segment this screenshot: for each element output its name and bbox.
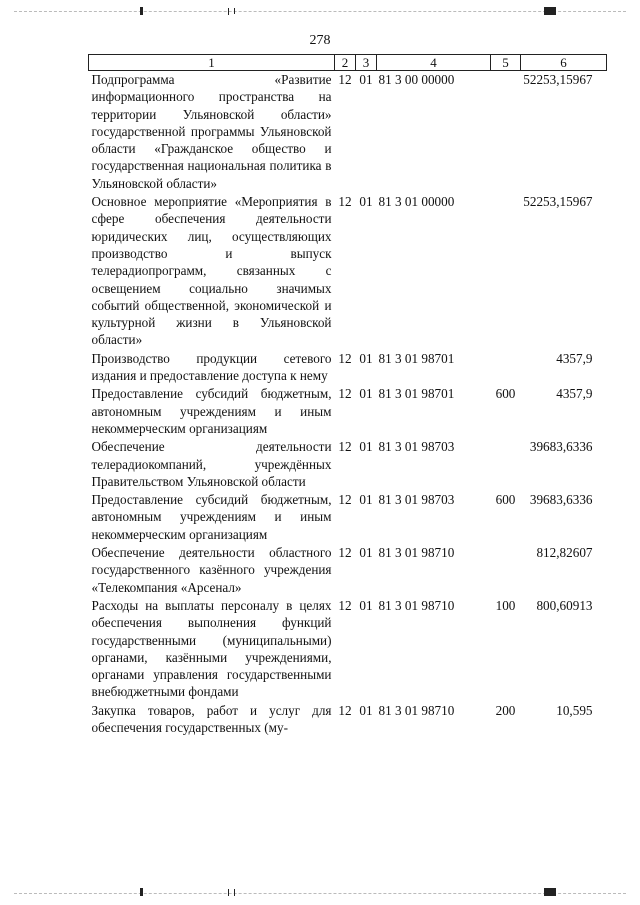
row-target-code: 81 3 01 98710 (378, 597, 455, 613)
row-amount: 800,60913 (536, 597, 593, 613)
row-target-code: 81 3 01 98710 (378, 545, 455, 561)
row-name: Основное мероприятие «Мероприятия в сфере обеспечения деятельности юридических лиц, осуществляющих производство и выпуск телерадиопрограмм, связанных с освещением социально значимых событий общественной, экономической и культурной жизни в Ульяновской области» (91, 194, 332, 348)
row-subsection: 01 (359, 545, 373, 561)
bottom-scan-mark-3 (234, 889, 235, 896)
top-scan-line (14, 11, 626, 12)
row-subsection: 01 (359, 439, 373, 455)
row-section: 12 (338, 597, 352, 613)
row-target-code: 81 3 01 98703 (378, 492, 455, 508)
row-section: 12 (338, 439, 352, 455)
bottom-scan-line (14, 893, 626, 894)
header-col-3: 3 (356, 55, 377, 71)
table-row (89, 438, 607, 491)
top-scan-mark-3 (234, 8, 235, 14)
row-expense-type: 100 (495, 597, 516, 613)
row-expense-type: 600 (495, 492, 516, 508)
row-target-code: 81 3 01 98701 (378, 386, 455, 402)
row-section: 12 (338, 492, 352, 508)
row-amount: 10,595 (556, 702, 593, 718)
row-amount: 52253,15967 (523, 194, 593, 210)
table-row (89, 491, 607, 544)
budget-table (88, 54, 607, 737)
page-number: 278 (309, 33, 331, 48)
table-row (89, 385, 607, 438)
row-target-code: 81 3 00 00000 (378, 72, 455, 87)
header-col-4: 4 (377, 55, 491, 71)
row-subsection: 01 (359, 386, 373, 402)
row-section: 12 (338, 386, 352, 402)
row-name: Подпрограмма «Развитие информационного пространства на территории Ульяновской области» государственной программы Ульяновской области «Гражданское общество и государственная национальная политика в Ульяновской области» (91, 72, 332, 191)
bottom-scan-mark-1 (140, 888, 143, 896)
row-expense-type: 200 (495, 702, 516, 718)
row-section: 12 (338, 702, 352, 718)
row-amount: 39683,6336 (529, 439, 593, 455)
row-name: Предоставление субсидий бюджетным, автономным учреждениям и иным некоммерческим организациям (91, 386, 332, 436)
row-expense-type (491, 350, 521, 386)
row-expense-type (491, 193, 521, 350)
header-col-6: 6 (521, 55, 607, 71)
row-name: Обеспечение деятельности областного государственного казённого учреждения «Телекомпания «Арсенал» (91, 545, 332, 595)
table-row (89, 71, 607, 194)
top-scan-mark-4 (544, 7, 556, 15)
header-col-1: 1 (89, 55, 335, 71)
row-target-code: 81 3 01 98701 (378, 350, 455, 366)
header-col-2: 2 (335, 55, 356, 71)
row-name: Предоставление субсидий бюджетным, автономным учреждениям и иным некоммерческим организациям (91, 492, 332, 542)
row-name: Расходы на выплаты персоналу в целях обеспечения выполнения функций государственными (муниципальными) органами, казёнными учреждениями, органами управления государственными внебюджетными фондами (91, 597, 332, 700)
row-amount: 4357,9 (556, 350, 593, 366)
row-target-code: 81 3 01 98710 (378, 702, 455, 718)
row-amount: 4357,9 (556, 386, 593, 402)
table-row (89, 350, 607, 386)
row-expense-type (491, 544, 521, 597)
row-subsection: 01 (359, 597, 373, 613)
row-name: Закупка товаров, работ и услуг для обеспечения государственных (му- (91, 702, 332, 735)
row-subsection: 01 (359, 492, 373, 508)
row-amount: 812,82607 (536, 545, 593, 561)
row-target-code: 81 3 01 00000 (378, 194, 455, 210)
row-subsection: 01 (359, 194, 373, 210)
table-row (89, 193, 607, 350)
row-section: 12 (338, 545, 352, 561)
row-section: 12 (338, 72, 352, 87)
row-amount: 39683,6336 (529, 492, 593, 508)
table-row (89, 597, 607, 702)
row-amount: 52253,15967 (523, 72, 593, 87)
row-name: Производство продукции сетевого издания и предоставление доступа к нему (91, 350, 332, 384)
bottom-scan-mark-2 (228, 889, 229, 896)
bottom-scan-mark-4 (544, 888, 556, 896)
row-name: Обеспечение деятельности телерадиокомпаний, учреждённых Правительством Ульяновской области (91, 439, 332, 489)
header-col-5: 5 (491, 55, 521, 71)
row-expense-type: 600 (495, 386, 516, 402)
row-subsection: 01 (359, 702, 373, 718)
row-target-code: 81 3 01 98703 (378, 439, 455, 455)
row-subsection: 01 (359, 72, 373, 87)
table-header (89, 55, 607, 71)
row-expense-type (491, 71, 521, 194)
row-subsection: 01 (359, 350, 373, 366)
row-section: 12 (338, 194, 352, 210)
top-scan-mark-2 (228, 8, 229, 15)
table-row (89, 544, 607, 597)
row-section: 12 (338, 350, 352, 366)
header-row (89, 55, 607, 71)
table-body (89, 71, 607, 738)
table-row (89, 702, 607, 738)
top-scan-mark-1 (140, 7, 143, 15)
row-expense-type (491, 438, 521, 491)
